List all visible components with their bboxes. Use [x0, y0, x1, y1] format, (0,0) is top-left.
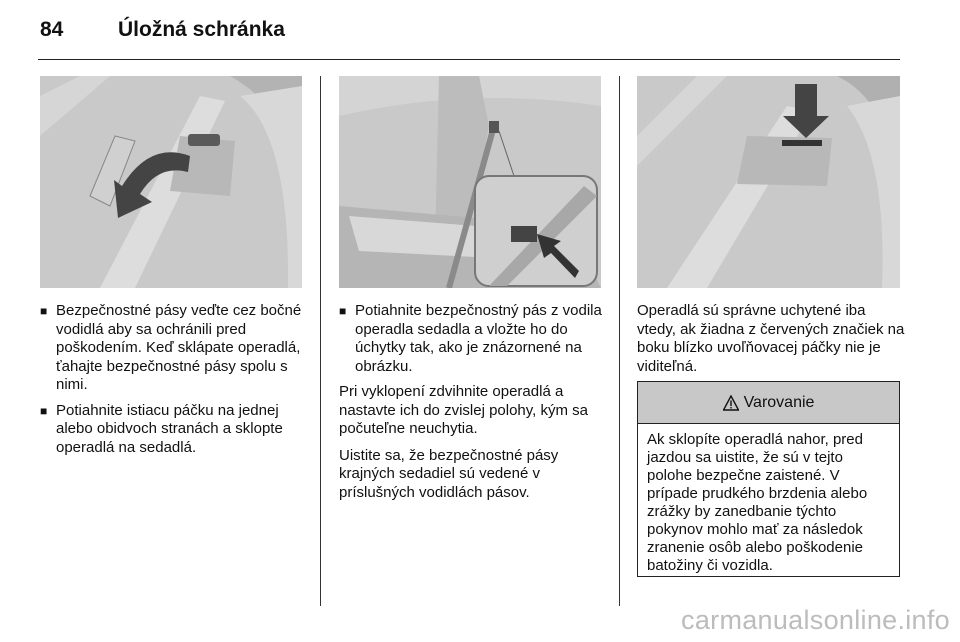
column-1-text — [40, 302, 308, 464]
list-item-text: Bezpečnostné pásy veďte cez bočné vodidlá aby sa ochránili pred poškodením. Keď sklápate operadlá, ťahajte bezpečnostné pásy spolu s nimi. — [56, 302, 302, 393]
bullet-square-icon: ■ — [40, 304, 48, 318]
warning-title: Varovanie — [743, 393, 815, 411]
body-paragraph: Pri vyklopení zdvihnite operadlá a nastavte ich do zvislej polohy, kým sa počuteľne neuchytia. — [339, 383, 589, 437]
seatbelt-guide-illustration — [40, 76, 302, 288]
list-item-text: Potiahnite istiacu páčku na jednej alebo obidvoch stranách a sklopte operadlá na sedadlá. — [56, 401, 283, 456]
body-paragraph: Operadlá sú správne uchytené iba vtedy, ak žiadna z červených značiek na boku blízko uvoľňovacej páčky nie je viditeľná. — [637, 302, 905, 375]
column-divider-1 — [320, 76, 321, 606]
column-3-text — [637, 302, 907, 384]
column-2-text — [339, 302, 607, 510]
list-item — [40, 402, 308, 458]
page-title: Úložná schránka — [118, 18, 285, 41]
instruction-list — [40, 302, 308, 457]
header-divider — [38, 59, 900, 60]
warning-header — [638, 382, 899, 424]
list-item-text: Potiahnite bezpečnostný pás z vodila operadla sedadla a vložte ho do úchytky tak, ako je znázornené na obrázku. — [355, 302, 602, 375]
watermark: carmanualsonline.info — [681, 605, 950, 635]
bullet-square-icon: ■ — [40, 403, 48, 418]
belt-holder-illustration — [339, 76, 601, 288]
body-paragraph: Uistite sa, že bezpečnostné pásy krajných sedadiel sú vedené v príslušných vodidlách pásov. — [339, 446, 559, 501]
bullet-square-icon: ■ — [339, 304, 347, 318]
list-item — [339, 302, 607, 376]
column-divider-2 — [619, 76, 620, 606]
warning-box — [637, 381, 900, 577]
list-item — [40, 302, 308, 395]
page-number: 84 — [40, 18, 64, 41]
release-lever-illustration — [637, 76, 900, 288]
instruction-list — [339, 302, 607, 376]
warning-triangle-icon — [723, 395, 739, 411]
warning-text: Ak sklopíte operadlá nahor, pred jazdou sa uistite, že sú v tejto polohe bezpečne zaistené. V prípade prudkého brzdenia alebo zrážky by zanedbanie týchto pokynov mohlo mať za následok zranenie osôb alebo poškodenie batožiny či vozidla. — [647, 431, 868, 574]
